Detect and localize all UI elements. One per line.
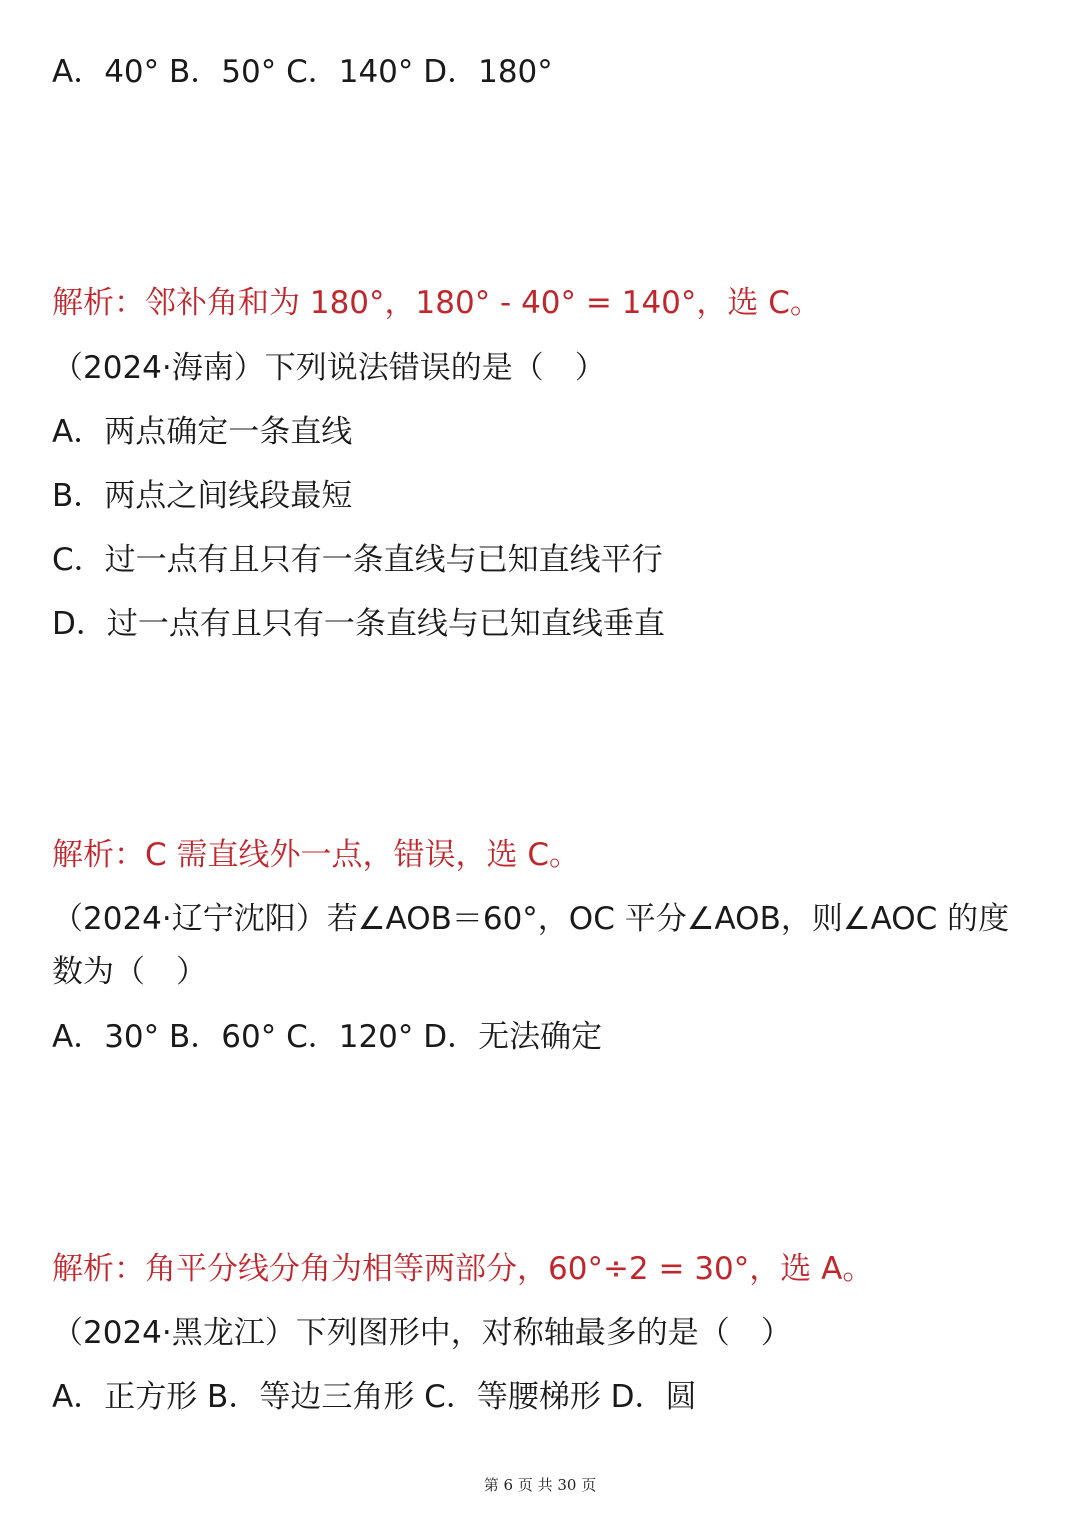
question-stem-heilongjiang: （2024·黑龙江）下列图形中，对称轴最多的是（ ） [52,1315,792,1351]
option-c-hainan: C．过一点有且只有一条直线与已知直线平行 [52,542,663,578]
question-stem-hainan: （2024·海南）下列说法错误的是（ ） [52,350,606,386]
analysis-adjacent-angles: 解析：邻补角和为 180°，180° - 40° = 140°，选 C。 [52,285,821,321]
option-d-hainan: D．过一点有且只有一条直线与已知直线垂直 [52,606,665,642]
option-a-hainan: A．两点确定一条直线 [52,414,353,450]
question-options-prev: A．40° B．50° C．140° D．180° [52,54,553,90]
question-options-heilongjiang: A．正方形 B．等边三角形 C．等腰梯形 D．圆 [52,1379,697,1415]
analysis-hainan: 解析：C 需直线外一点，错误，选 C。 [52,837,580,873]
page-footer: 第 6 页 共 30 页 [483,1476,597,1494]
option-b-hainan: B．两点之间线段最短 [52,478,353,514]
question-options-shenyang: A．30° B．60° C．120° D．无法确定 [52,1019,603,1055]
analysis-shenyang: 解析：角平分线分角为相等两部分，60°÷2 = 30°，选 A。 [52,1251,874,1287]
question-stem-shenyang: （2024·辽宁沈阳）若∠AOB＝60°，OC 平分∠AOB，则∠AOC 的度数为（ ） [52,901,1010,990]
